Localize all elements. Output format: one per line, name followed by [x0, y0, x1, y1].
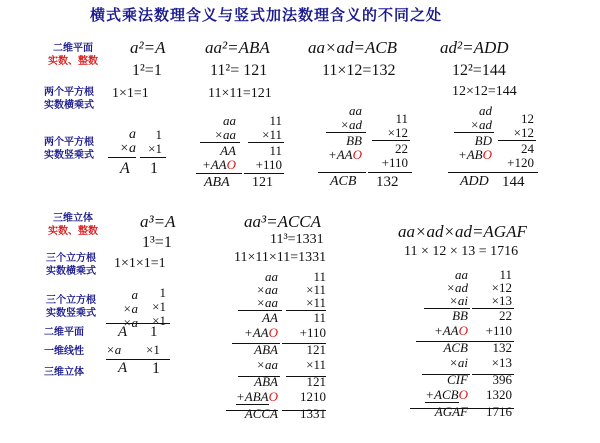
vert-ad-ad-3: +AB — [457, 147, 483, 162]
vert-11-cube-8: 1210 — [300, 389, 326, 404]
vert-11-12-13-9: 1716 — [486, 404, 512, 419]
label-three-cbrt-v — [46, 294, 96, 320]
rule — [226, 410, 278, 411]
vert-aa-cube-2: ×aa — [256, 295, 278, 310]
vert-aa-cube-5: ABA — [254, 342, 278, 357]
vert-aa-cube-8: +ABA — [236, 389, 269, 404]
vert-aa-ad-0: aa — [349, 103, 362, 118]
vert-aa-ad-ad-4: +AA — [433, 323, 459, 338]
vert-a-0: a — [129, 127, 136, 142]
vert-aa-cube-9: ACCA — [244, 406, 278, 421]
rule — [196, 173, 242, 174]
rule — [232, 343, 280, 344]
eq-aa-squared: aa²=ABA — [205, 38, 270, 57]
eq-a-cubed: a³=A — [140, 212, 176, 231]
label-real-int: 实数、整数 — [48, 56, 98, 67]
vert-1-0: 1 — [155, 127, 162, 142]
eq-11-squared: 11²= 121 — [210, 62, 268, 79]
vert-11-12-3: +110 — [381, 155, 408, 170]
label-plane — [48, 42, 98, 68]
placeholder-o: O — [482, 147, 492, 162]
vert-11-12-13-5: 132 — [492, 340, 512, 355]
rule — [244, 173, 284, 174]
vert-1-cube-0: 1 — [159, 285, 166, 300]
vert-11-3: +110 — [255, 157, 282, 172]
vert-aa-ad-3: +AA — [327, 147, 353, 162]
eq-12-squared: 12²=144 — [452, 62, 506, 79]
vert-aa-ad-ad — [420, 268, 468, 420]
placeholder-o: O — [458, 387, 468, 402]
rule — [454, 132, 494, 133]
rule — [498, 140, 536, 141]
label-solid-text: 三维立体 — [53, 213, 93, 224]
vert-aa-ad-ad-5: ACB — [443, 340, 468, 355]
eq-1-squared: 1²=1 — [132, 62, 162, 79]
label-three-cbrt-v-2: 实数竖乘式 — [46, 308, 96, 319]
label-real-int-2: 实数、整数 — [48, 226, 98, 237]
rule — [200, 142, 240, 143]
label-three-cbrt-h-2: 实数横乘式 — [46, 266, 96, 277]
vert-aa-cube-4: +AA — [243, 325, 269, 340]
placeholder-o: O — [352, 147, 362, 162]
vert-aa-ad — [322, 104, 362, 162]
vert-aa-ad-ad-1: ×ad — [446, 280, 468, 295]
vert-aa-cube-6: ×aa — [256, 357, 278, 372]
vert-144: 144 — [502, 174, 525, 190]
vert-1 — [142, 128, 162, 156]
vert-11 — [246, 114, 282, 172]
vert-11-cube-0: 11 — [313, 269, 326, 284]
label-three-cbrt-h-1: 三个立方根 — [46, 253, 96, 264]
label-two-sqrt-v — [44, 136, 94, 162]
placeholder-o: O — [458, 323, 468, 338]
vert-1-cube-4: ×1 — [146, 342, 160, 357]
vert-a-cube-2: ×a — [122, 315, 138, 330]
placeholder-o: O — [268, 389, 278, 404]
label-three-cbrt-v-1: 三个立方根 — [46, 295, 96, 306]
vert-1-cube-1: ×1 — [152, 299, 166, 314]
rule — [248, 142, 284, 143]
vert-aa-ad-1: ×ad — [340, 117, 362, 132]
vert-a-cube-3: A — [118, 324, 128, 340]
label-plane-text: 二维平面 — [53, 43, 93, 54]
eq-ad-squared: ad²=ADD — [440, 38, 509, 57]
vert-11-cube-3: 11 — [313, 310, 326, 325]
vert-aa-ad-ad-9: AGAF — [434, 404, 468, 419]
vert-aa-cube-1: ×aa — [256, 282, 278, 297]
eq-aa-ad-ad: aa×ad×ad=AGAF — [398, 222, 527, 241]
label-two-sqrt-h — [44, 86, 94, 112]
label-two-sqrt-v-2: 实数竖乘式 — [44, 150, 94, 161]
vert-11-12-13-8: 1320 — [486, 387, 512, 402]
vert-a — [118, 128, 136, 156]
vert-aa-ad-ad-3: BB — [452, 308, 468, 323]
eq-1-cubed: 1³=1 — [142, 234, 172, 251]
vert-aa-1: ×aa — [214, 127, 236, 142]
vert-aa-ad-ad-7: CIF — [447, 372, 468, 387]
vert-11-cube-9: 1331 — [300, 406, 326, 421]
placeholder-o: O — [268, 325, 278, 340]
label-two-sqrt-h-2: 实数横乘式 — [44, 100, 94, 111]
vert-aa-cube-3: AA — [262, 310, 278, 325]
label-solid-2: 三维立体 — [44, 367, 84, 378]
vert-a-cube-1: ×a — [122, 301, 138, 316]
vert-aa-0: aa — [223, 113, 236, 128]
label-two-sqrt-v-1: 两个平方根 — [44, 137, 94, 148]
rule — [286, 310, 326, 311]
vert-11-12-13-1: ×12 — [491, 280, 512, 295]
vert-ad-ad-0: ad — [479, 103, 492, 118]
label-three-cbrt-h — [46, 252, 96, 278]
vert-12-12-3: +120 — [507, 155, 534, 170]
rule — [416, 341, 470, 342]
vert-aa-ad-ad-6: ×ai — [449, 355, 468, 370]
rule — [424, 308, 470, 309]
eq-11x12: 11×12=132 — [322, 62, 396, 79]
rule — [326, 132, 366, 133]
vert-1-cube — [142, 286, 166, 328]
vert-aa-cube-0: aa — [265, 269, 278, 284]
vert-11-12-13-0: 11 — [499, 267, 512, 282]
vert-12-12-2: 24 — [521, 141, 534, 156]
vert-1-cube-3: 1 — [150, 324, 158, 340]
vert-aa-ad-2: BB — [346, 133, 362, 148]
vert-11-cube — [284, 270, 326, 422]
label-line-1: 一维线性 — [44, 346, 84, 357]
vert-11-cube-5: 121 — [306, 342, 326, 357]
vert-aa-cube — [236, 270, 278, 422]
vert-11-12-0: 11 — [395, 111, 408, 126]
label-two-sqrt-h-1: 两个平方根 — [44, 87, 94, 98]
vert-ad-ad-1: ×ad — [470, 117, 492, 132]
vert-11-12-13-6: ×13 — [491, 355, 512, 370]
rule — [422, 374, 470, 375]
vert-aba: ABA — [204, 175, 230, 190]
rule — [282, 343, 326, 344]
eq-1x1: 1×1=1 — [112, 86, 149, 101]
eq-aa-ad: aa×ad=ACB — [308, 38, 398, 57]
eq-11x11x11: 11×11×11=1331 — [234, 250, 327, 265]
vert-132: 132 — [376, 174, 399, 190]
rule — [282, 410, 326, 411]
vert-11-12-13-7: 396 — [492, 372, 512, 387]
vert-12-12-1: ×12 — [513, 125, 534, 140]
rule — [286, 376, 326, 377]
eq-1x1x1: 1×1×1=1 — [114, 256, 166, 271]
vert-a-result: A — [120, 160, 130, 177]
rule — [468, 408, 514, 409]
vert-11-12-13 — [470, 268, 512, 420]
vert-11-12 — [372, 112, 408, 170]
eq-11x12x13: 11 × 12 × 13 = 1716 — [404, 244, 519, 259]
vert-acb: ACB — [330, 174, 357, 189]
vert-11-12-2: 22 — [395, 141, 408, 156]
vert-aa-cube-7: ABA — [254, 374, 278, 389]
vert-1-1: ×1 — [148, 141, 162, 156]
vert-11-cube-6: ×11 — [306, 357, 326, 372]
rule — [140, 157, 166, 158]
vert-11-12-13-2: ×13 — [491, 293, 512, 308]
rule — [372, 140, 410, 141]
vert-add: ADD — [460, 174, 489, 189]
label-solid — [48, 212, 98, 238]
rule — [494, 172, 538, 173]
vert-aa-ad-ad-2: ×ai — [449, 293, 468, 308]
eq-aa-cubed: aa³=ACCA — [244, 212, 322, 231]
eq-11x11: 11×11=121 — [208, 86, 272, 101]
vert-11-12-1: ×12 — [387, 125, 408, 140]
rule — [318, 172, 366, 173]
rule — [472, 374, 514, 375]
vert-a-cube-5: A — [118, 360, 128, 376]
vert-11-12-13-3: 22 — [499, 308, 512, 323]
vert-1-result: 1 — [150, 160, 158, 177]
rule — [410, 408, 470, 409]
vert-12-12 — [496, 112, 534, 170]
rule — [368, 172, 412, 173]
vert-121: 121 — [252, 175, 273, 190]
eq-a-squared: a²=A — [130, 38, 166, 57]
vert-ad-ad — [452, 104, 492, 162]
rule — [472, 308, 514, 309]
vert-a-cube-4: ×a — [106, 342, 122, 357]
vert-11-0: 11 — [269, 113, 282, 128]
vert-aa-ad-ad-8: +ACB — [425, 387, 459, 402]
vert-11-cube-2: ×11 — [306, 295, 326, 310]
rule — [238, 376, 280, 377]
vert-1-cube-2: ×1 — [152, 313, 166, 328]
vert-a-cube-0: a — [131, 287, 138, 302]
vert-11-12-13-4: +110 — [485, 323, 512, 338]
rule — [468, 341, 514, 342]
vert-11-cube-7: 121 — [306, 374, 326, 389]
vert-ad-ad-2: BD — [474, 133, 492, 148]
vert-aa-2: AA — [220, 143, 236, 158]
vert-12-12-0: 12 — [521, 111, 534, 126]
vert-11-2: 11 — [269, 143, 282, 158]
label-plane-2: 二维平面 — [44, 327, 84, 338]
eq-11-cubed: 11³=1331 — [270, 232, 324, 247]
vert-aa-ad-ad-0: aa — [455, 267, 468, 282]
vert-11-cube-1: ×11 — [306, 282, 326, 297]
eq-12x12: 12×12=144 — [452, 84, 517, 99]
page-title: 横式乘法数理含义与竖式加法数理含义的不同之处 — [90, 6, 443, 24]
vert-11-1: ×11 — [262, 127, 282, 142]
vert-11-cube-4: +110 — [299, 325, 326, 340]
placeholder-o: O — [226, 157, 236, 172]
vert-aa-3: +AA — [201, 157, 227, 172]
vert-1-cube-5: 1 — [152, 360, 160, 377]
rule — [108, 157, 136, 158]
rule — [238, 310, 282, 311]
rule — [448, 172, 496, 173]
vert-aa — [200, 114, 236, 172]
vert-a-1: ×a — [119, 141, 136, 156]
